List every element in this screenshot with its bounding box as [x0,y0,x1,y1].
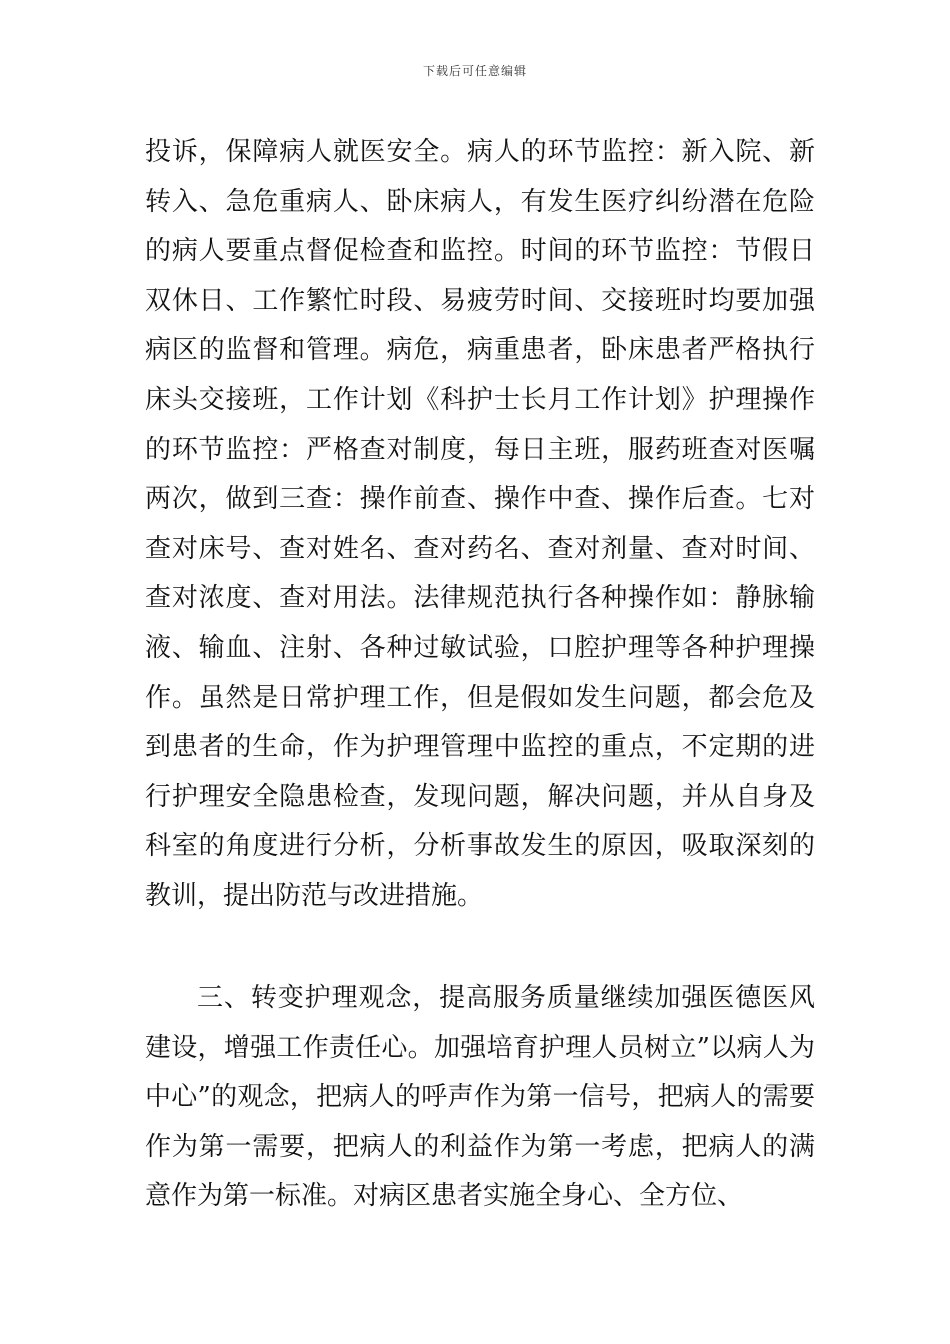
paragraph-section-three: 三、转变护理观念，提高服务质量继续加强医德医风建设，增强工作责任心。加强培育护理人员树立”以病人为中心”的观念，把病人的呼声作为第一信号，把病人的需要作为第一需要，把病人的利益作为第一考虑，把病人的满意作为第一标准。对病区患者实施全身心、全方位、 [145,983,815,1212]
paragraph-continuation: 投诉，保障病人就医安全。病人的环节监控：新入院、新转入、急危重病人、卧床病人，有发生医疗纠纷潜在危险的病人要重点督促检查和监控。时间的环节监控：节假日双休日、工作繁忙时段、易疲劳时间、交接班时均要加强病区的监督和管理。病危，病重患者，卧床患者严格执行床头交接班，工作计划《科护士长月工作计划》护理操作的环节监控：严格查对制度，每日主班，服药班查对医嘱两次，做到三查：操作前查、操作中查、操作后查。七对查对床号、查对姓名、查对药名、查对剂量、查对时间、查对浓度、查对用法。法律规范执行各种操作如：静脉输液、输血、注射、各种过敏试验，口腔护理等各种护理操作。虽然是日常护理工作，但是假如发生问题，都会危及到患者的生命，作为护理管理中监控的重点，不定期的进行护理安全隐患检查，发现问题，解决问题，并从自身及科室的角度进行分析，分析事故发生的原因，吸取深刻的教训，提出防范与改进措施。 [145,137,815,911]
page-header-note: 下载后可任意编辑 [422,64,527,78]
